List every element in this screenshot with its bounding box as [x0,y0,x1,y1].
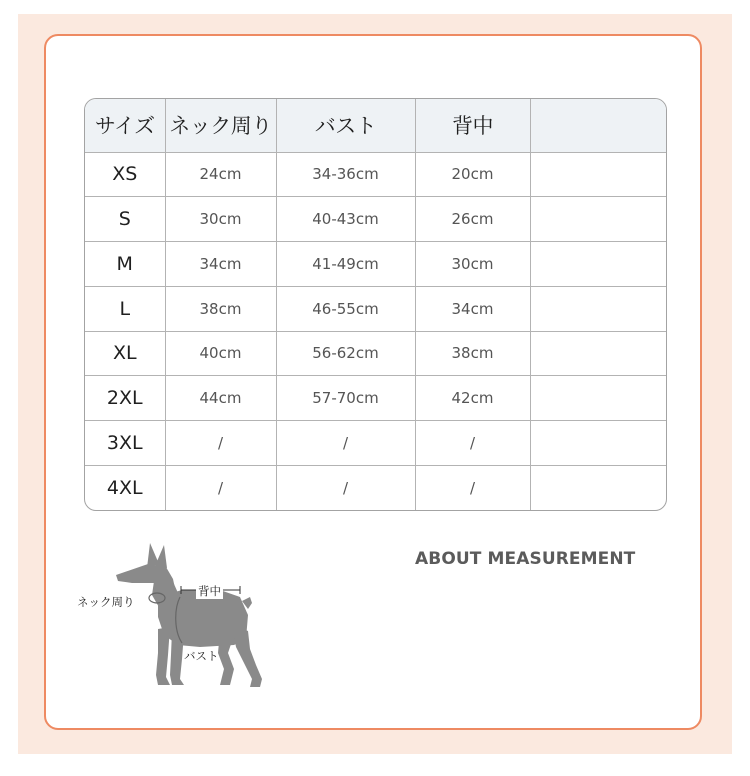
table-row [85,376,666,421]
table-row [85,421,666,466]
size-cell: L [85,286,165,331]
back-cell: 42cm [415,376,530,421]
neck-cell: 34cm [165,242,276,287]
about-measurement-title: ABOUT MEASUREMENT [415,549,636,569]
bust-cell: 40-43cm [276,197,415,242]
dog-measurement-diagram [70,535,270,695]
size-cell: XS [85,152,165,197]
back-cell: 26cm [415,197,530,242]
empty-cell [530,152,666,197]
size-cell: 2XL [85,376,165,421]
table-row [85,331,666,376]
empty-cell [530,197,666,242]
empty-cell [530,421,666,466]
empty-cell [530,242,666,287]
header-empty [530,99,666,152]
table-row [85,286,666,331]
back-label: 背中 [198,584,221,598]
back-cell: 20cm [415,152,530,197]
empty-cell [530,465,666,510]
header-row [85,99,666,152]
bust-cell: 34-36cm [276,152,415,197]
back-cell: / [415,421,530,466]
empty-cell [530,286,666,331]
back-cell: / [415,465,530,510]
size-chart [84,98,667,511]
bust-cell: 56-62cm [276,331,415,376]
header-neck: ネック周り [165,99,276,152]
size-cell: M [85,242,165,287]
neck-cell: / [165,465,276,510]
back-cell: 30cm [415,242,530,287]
neck-label: ネック周り [77,595,135,609]
size-table [85,99,666,510]
size-cell: 3XL [85,421,165,466]
size-cell: S [85,197,165,242]
neck-cell: / [165,421,276,466]
size-cell: XL [85,331,165,376]
bust-cell: / [276,421,415,466]
neck-cell: 30cm [165,197,276,242]
table-row [85,242,666,287]
header-size: サイズ [85,99,165,152]
neck-cell: 38cm [165,286,276,331]
empty-cell [530,331,666,376]
header-bust: バスト [276,99,415,152]
empty-cell [530,376,666,421]
bust-label: バスト [184,649,219,663]
back-cell: 38cm [415,331,530,376]
bust-cell: 41-49cm [276,242,415,287]
header-back: 背中 [415,99,530,152]
neck-cell: 24cm [165,152,276,197]
bust-cell: 46-55cm [276,286,415,331]
back-cell: 34cm [415,286,530,331]
neck-cell: 44cm [165,376,276,421]
table-row [85,197,666,242]
table-row [85,465,666,510]
neck-cell: 40cm [165,331,276,376]
bust-cell: / [276,465,415,510]
table-row [85,152,666,197]
dog-silhouette-icon [116,543,262,687]
size-cell: 4XL [85,465,165,510]
bust-cell: 57-70cm [276,376,415,421]
